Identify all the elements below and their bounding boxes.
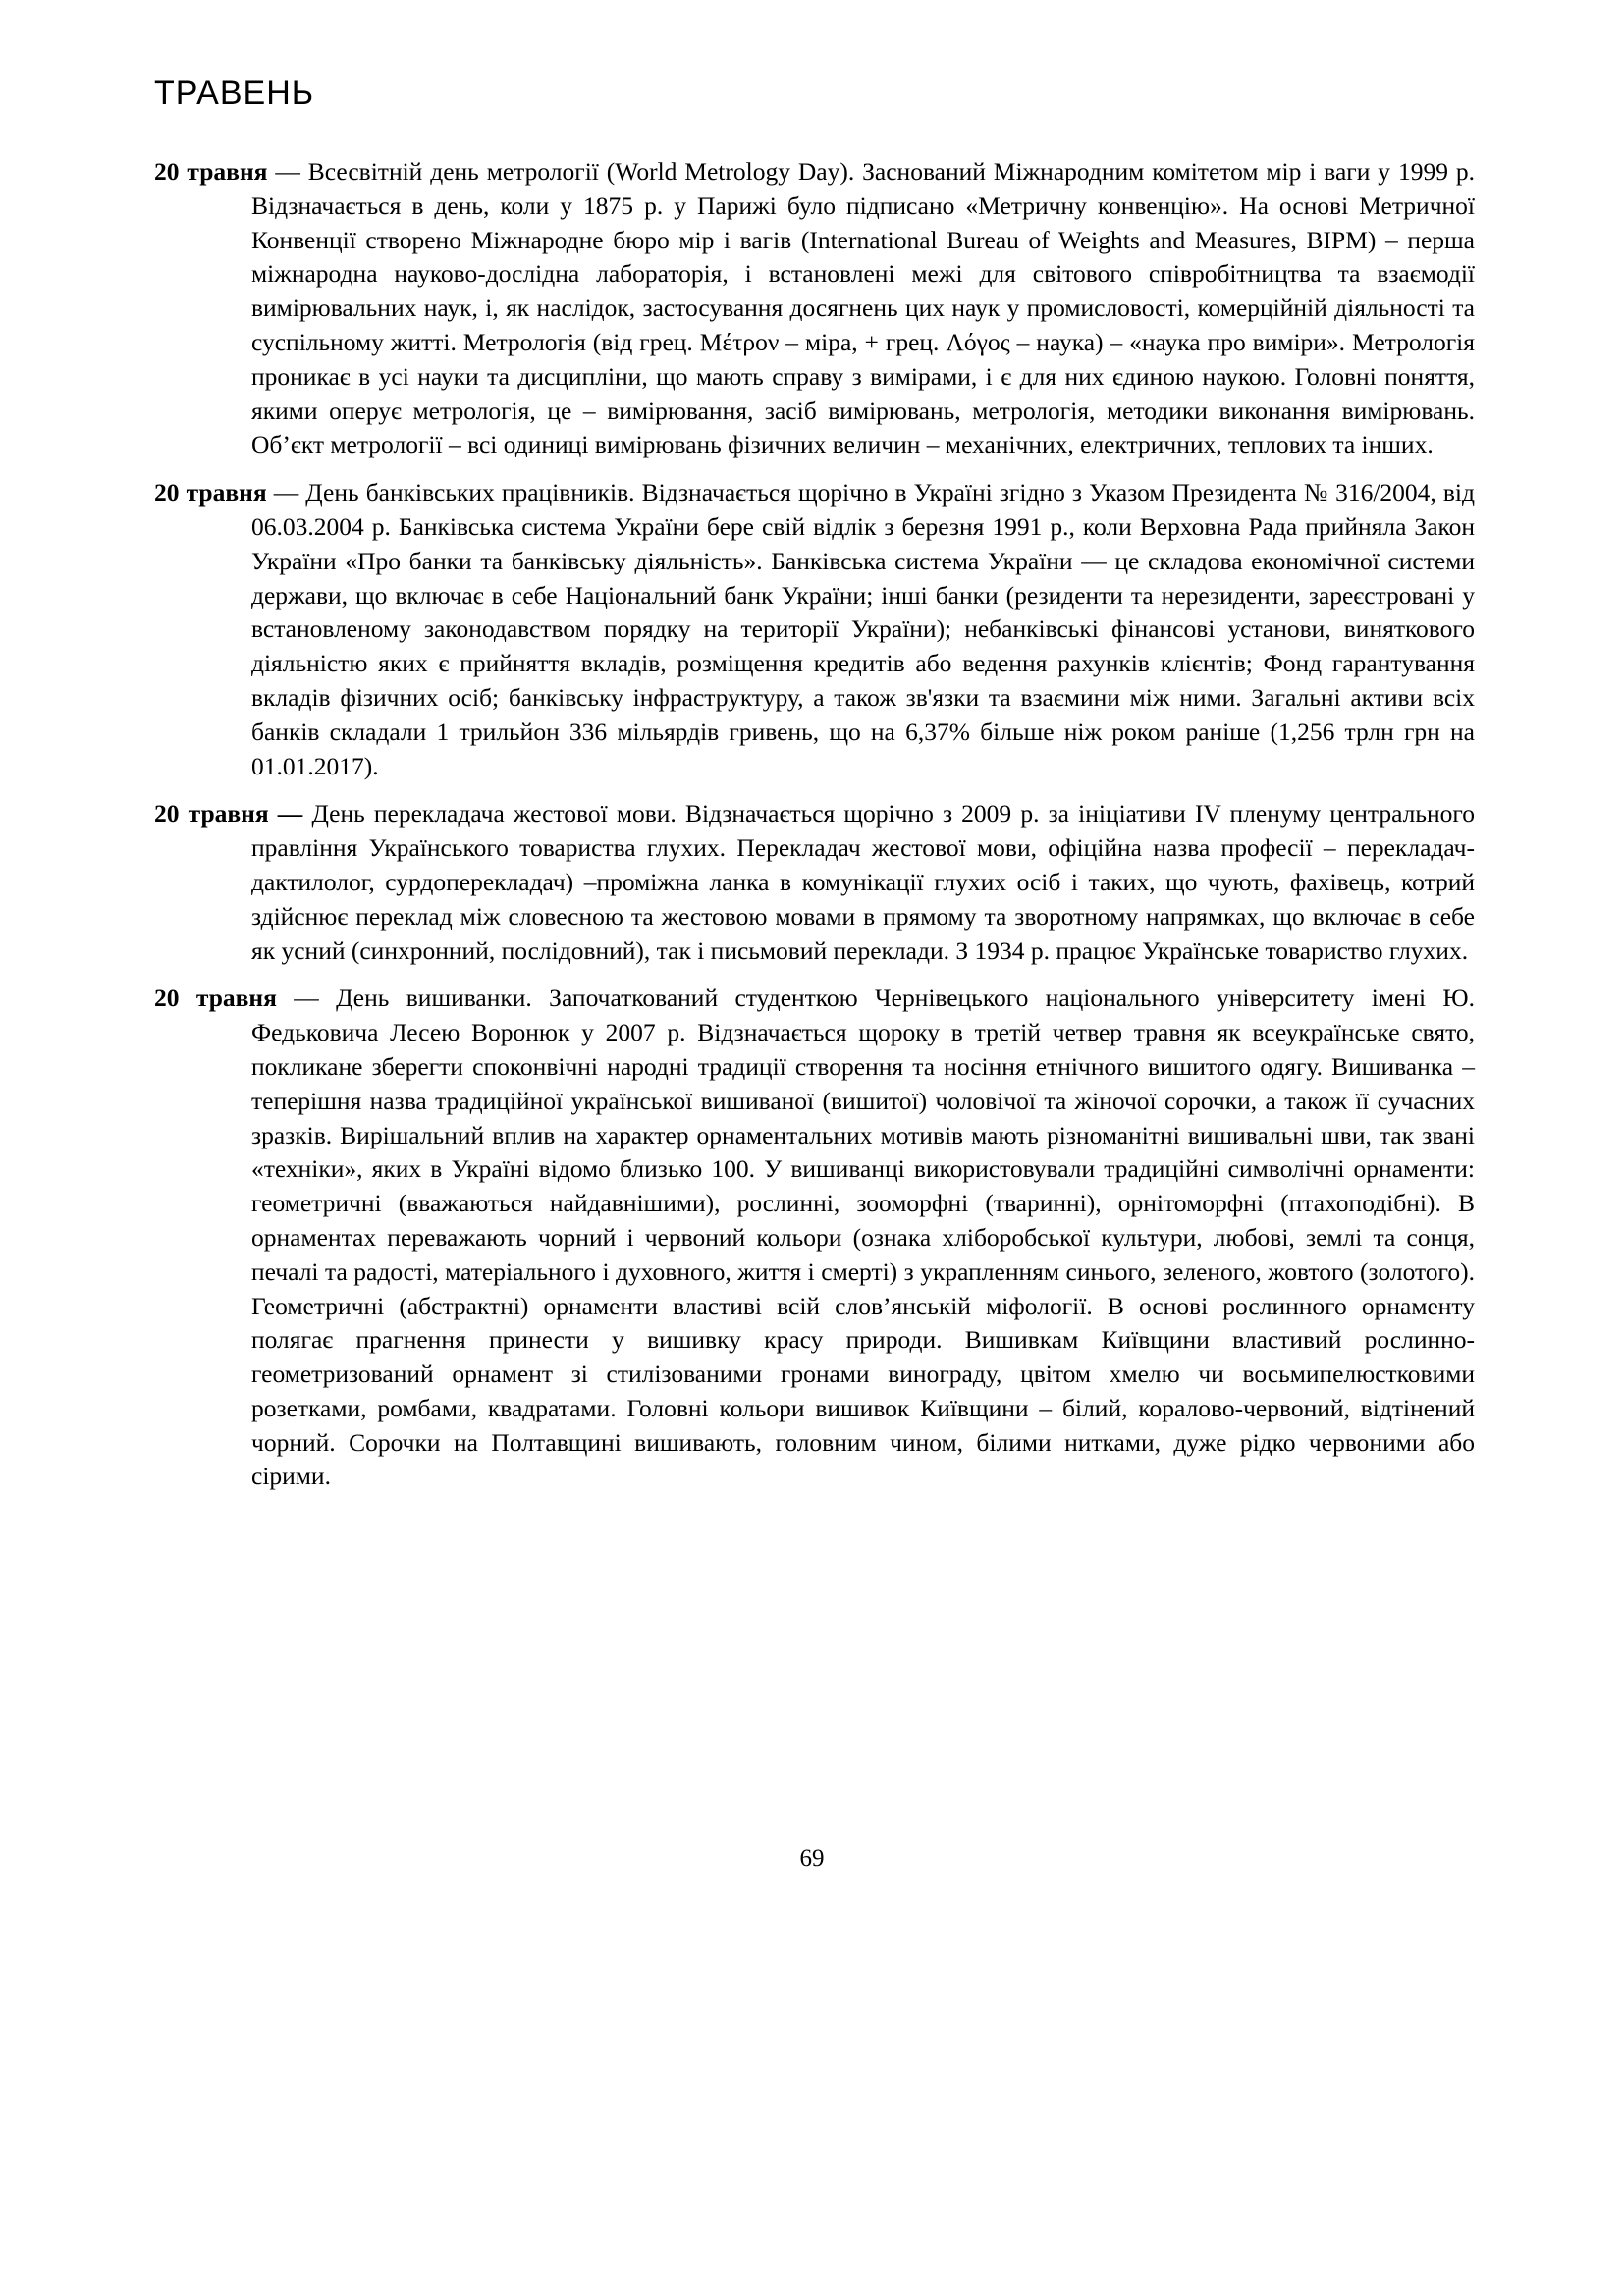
entry-text: — День банківських працівників. Відзначається щорічно в Україні згідно з Указом Президента № 316/2004, від 06.03.2004 р. Банківська система України бере свій відлік з березня 1991 р., коли Верховна Рада прийняла Закон України «Про банки та банківську діяльність». Банківська система України — це складова економічної системи держави, що включає в себе Національний банк України; інші банки (резиденти та нерезиденти, зареєстровані у встановленому законодавством порядку на території України); небанківські фінансові установи, виняткового діяльністю яких є прийняття вкладів, розміщення кредитів або ведення рахунків клієнтів; Фонд гарантування вкладів фізичних осіб; банківську інфраструктуру, а також зв'язки та взаємини між ними. Загальні активи всіх банків складали 1 трильйон 336 мільярдів гривень, що на 6,37% більше ніж роком раніше (1,256 трлн грн на 01.01.2017). [251, 478, 1475, 780]
entry-sign-language-interpreter-day [154, 797, 1475, 968]
entry-text: — День вишиванки. Започаткований студенткою Чернівецького національного університету імені Ю. Федьковича Лесею Воронюк у 2007 р. Відзначається щороку в третій четвер травня як всеукраїнське свято, покликане зберегти споконвічні народні традиції створення та носіння етнічного вишитого одягу. Вишиванка – теперішня назва традиційної української вишиваної (вишитої) чоловічої та жіночої сорочки, а також її сучасних зразків. Вирішальний вплив на характер орнаментальних мотивів мають різноманітні вишивальні шви, так звані «техніки», яких в Україні відомо близько 100. У вишиванці використовували традиційні символічні орнаменти: геометричні (вважаються найдавнішими), рослинні, зооморфні (тваринні), орнітоморфні (птахоподібні). В орнаментах переважають чорний і червоний кольори (ознака хліборобської культури, любові, землі та сонця, печалі та радості, матеріального і духовного, життя і смерті) з украпленням синього, зеленого, жовтого (золотого). Геометричні (абстрактні) орнаменти властиві всій слов’янській міфології. В основі рослинного орнаменту полягає прагнення принести у вишивку красу природи. Вишивкам Київщини властивий рослинно-геометризований орнамент зі стилізованими гронами винограду, цвітом хмелю чи восьмипелюстковими розетками, ромбами, квадратами. Головні кольори вишивок Київщини – білий, коралово-червоний, відтінений чорний. Сорочки на Полтавщині вишивають, головним чином, білими нитками, дуже рідко червоними або сірими. [251, 984, 1475, 1491]
entries-list [154, 155, 1475, 1508]
entry-text: День перекладача жестової мови. Відзначається щорічно з 2009 р. за ініціативи IV пленуму центрального правління Українського товариства глухих. Перекладач жестової мови, офіційна назва професії – перекладач-дактилолог, сурдоперекладач) –проміжна ланка в комунікації глухих осіб і таких, що чують, фахівець, котрий здійснює переклад між словесною та жестовою мовами в прямому та зворотному напрямках, що включає в себе як усний (синхронний, послідовний), так і письмовий переклади. З 1934 р. працює Українське товариство глухих. [251, 799, 1475, 965]
page-number: 69 [799, 1845, 825, 1872]
entry-text: — Всесвітній день метрології (World Metrology Day). Заснований Міжнародним комітетом мір і ваги у 1999 р. Відзначається в день, коли у 1875 р. у Парижі було підписано «Метричну конвенцію». На основі Метричної Конвенції створено Міжнародне бюро мір і вагів (International Bureau of Weights and Measures, BIPM) – перша міжнародна науково-дослідна лабораторія, і встановлені межі для світового співробітництва та взаємодії вимірювальних наук, і, як наслідок, застосування досягнень цих наук у промисловості, комерційній діяльності та суспільному житті. Метрологія (від грец. Μέτρον – міра, + грец. Λόγος – наука) – «наука про виміри». Метрологія проникає в усі науки та дисципліни, що мають справу з вимірами, і є для них єдиною наукою. Головні поняття, якими оперує метрологія, це – вимірювання, засіб вимірювань, метрологія, методики виконання вимірювань. Об’єкт метрології – всі одиниці вимірювань фізичних величин – механічних, електричних, теплових та інших. [251, 157, 1475, 459]
entry-date: 20 травня — [154, 799, 303, 828]
entry-vyshyvanka-day [154, 982, 1475, 1494]
entry-date: 20 травня [154, 478, 267, 507]
page-heading: ТРАВЕНЬ [154, 75, 315, 112]
entry-date: 20 травня [154, 984, 277, 1013]
entry-bank-workers-day [154, 476, 1475, 783]
entry-metrology-day [154, 155, 1475, 462]
entry-date: 20 травня [154, 157, 268, 186]
